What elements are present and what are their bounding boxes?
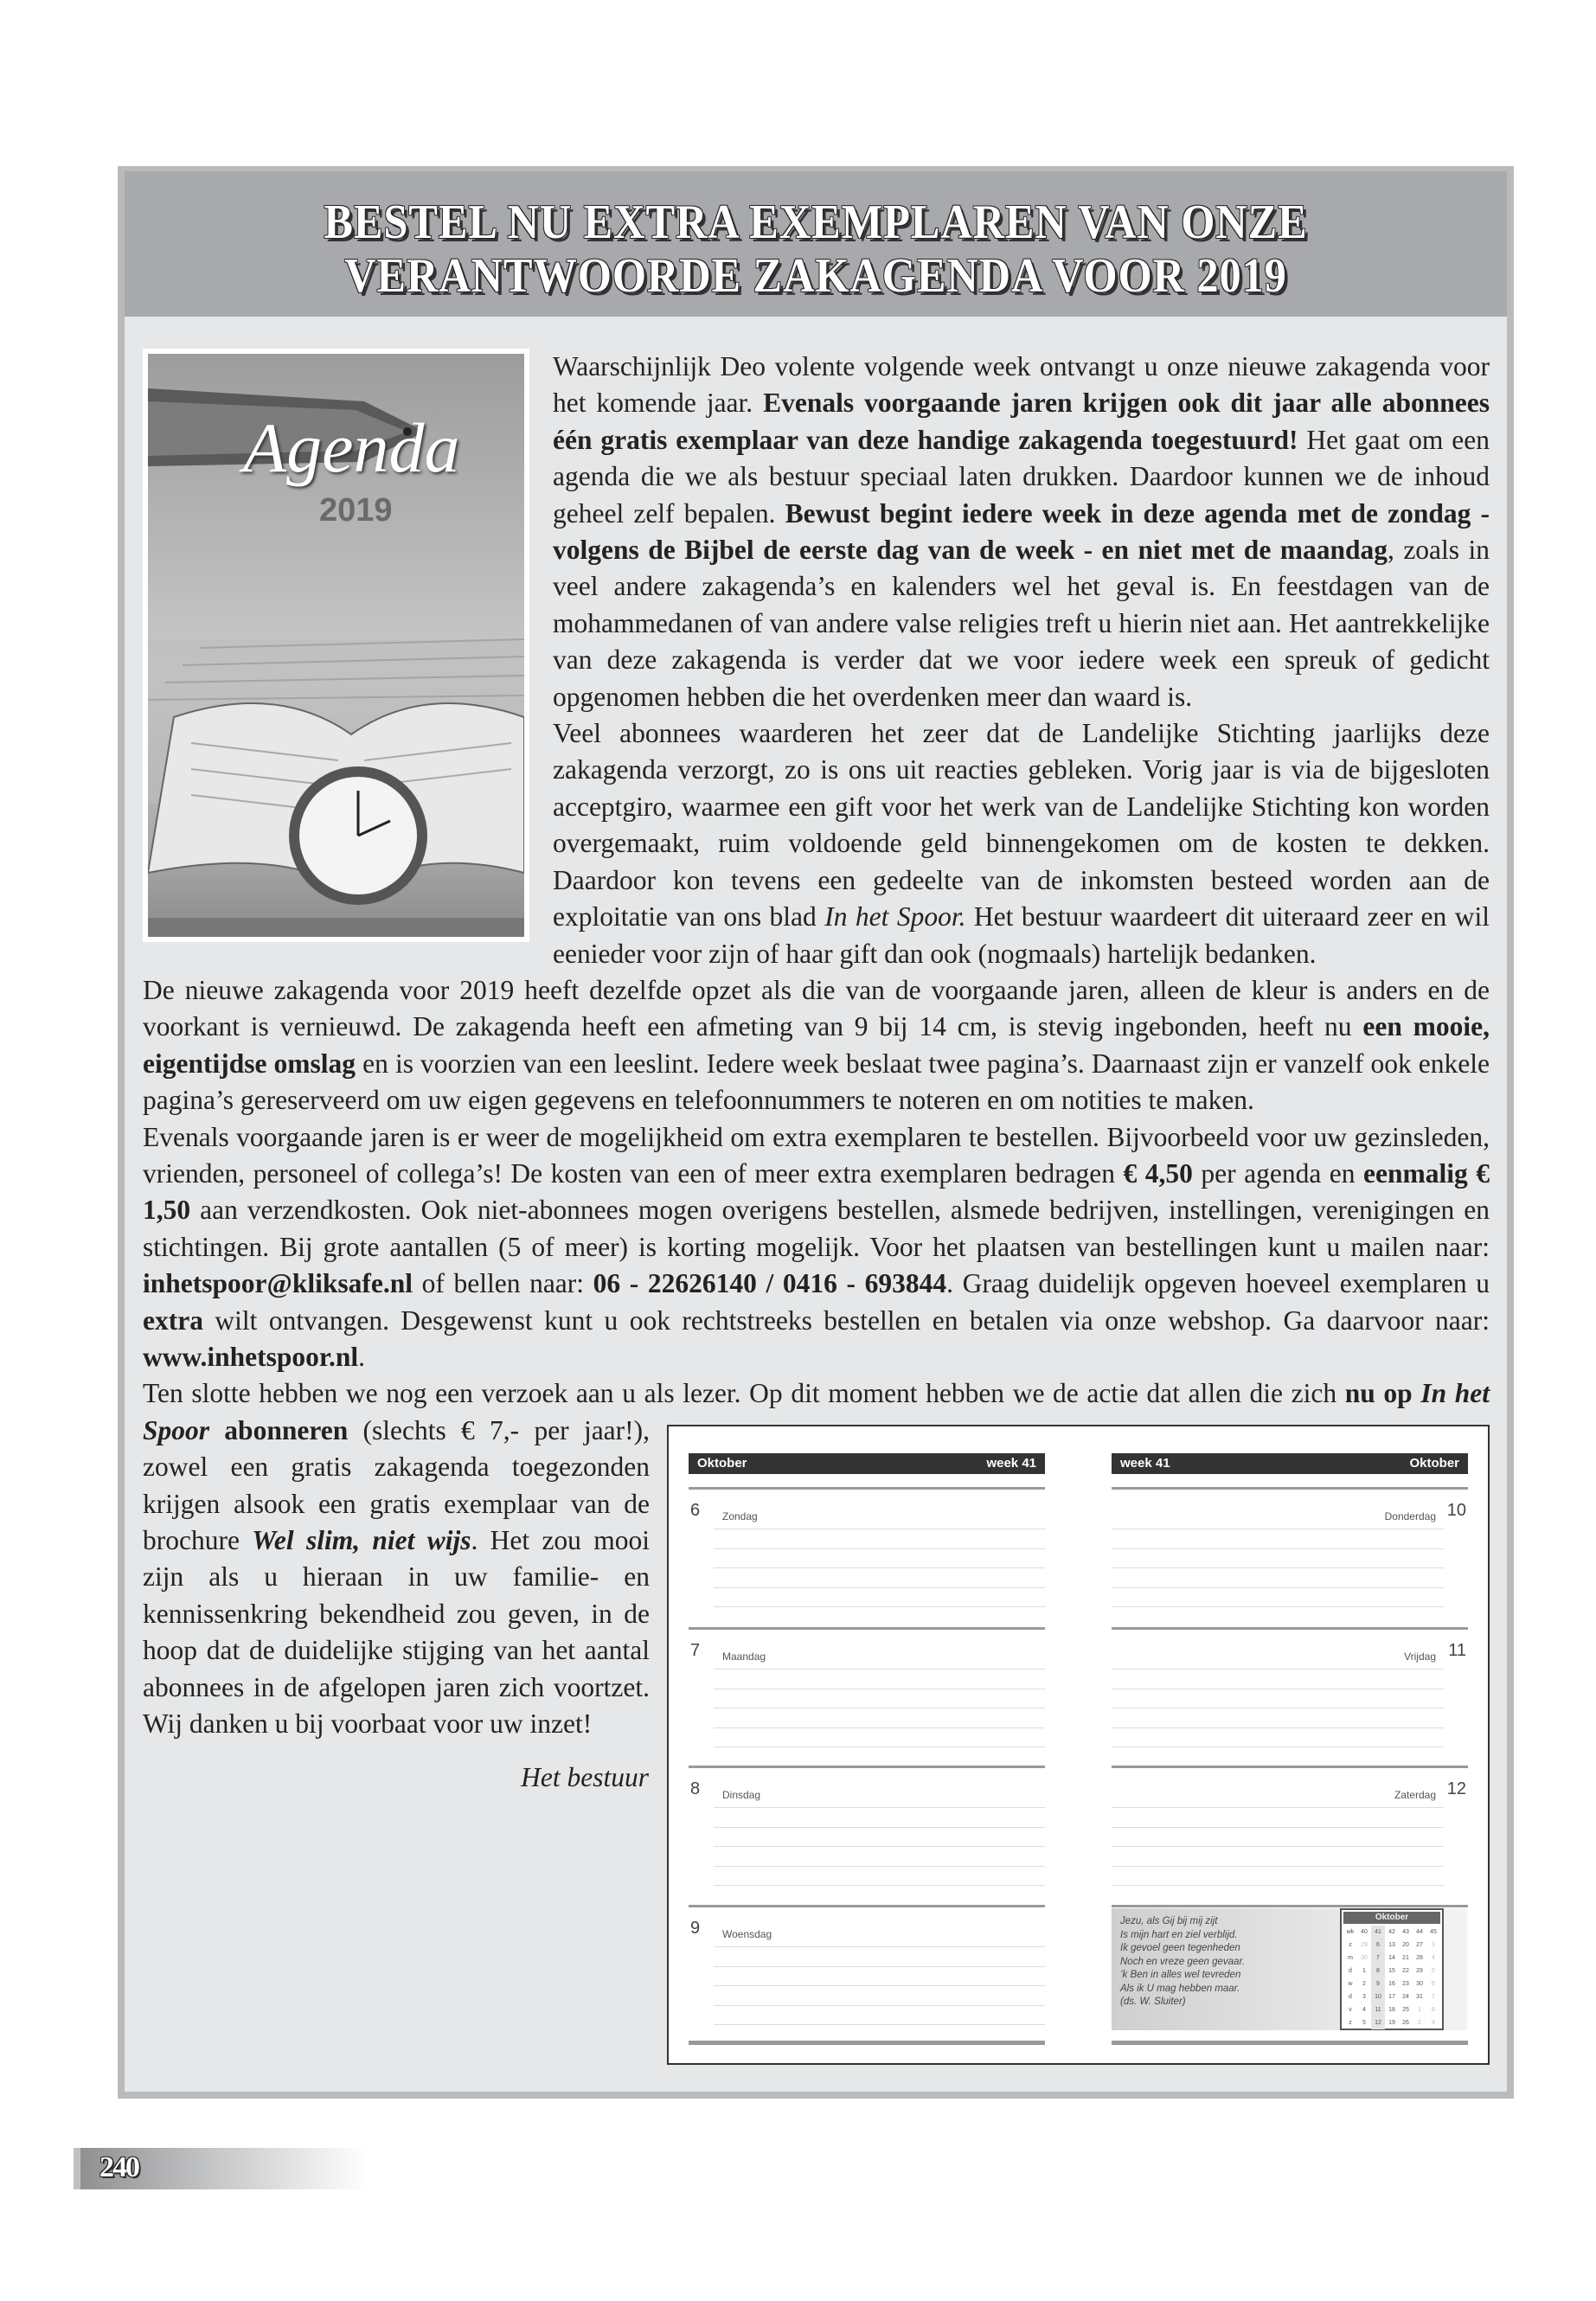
calendar-cell: 44: [1416, 1929, 1423, 1935]
text-run: (slechts € 7,- per jaar!), zowel een gratis zakagenda toegezonden krijgen alsook een gratis exemplaar van de brochure: [143, 1414, 650, 1555]
text-run: Bewust begint iedere week in deze agenda met de zondag - volgens de Bijbel de eerste dag van de week - en niet met de maandag: [553, 497, 1490, 566]
calendar-cell: 29: [1361, 1942, 1368, 1948]
calendar-cell: wk: [1346, 1929, 1355, 1935]
text-run: De nieuwe zakagenda voor 2019 heeft dezelfde opzet als die van de voorgaande jaren, alleen de kleur is anders en de voorkant is vernieuwd. De zakagenda heeft een afmeting van 9 bij 14 cm, is stevig ingebonden, heeft nu: [143, 974, 1490, 1042]
text-run: . Het zou mooi zijn als u hieraan in uw familie- en kennissenkring bekendheid zou geven, in de hoop dat de duidelijke stijging van het aantal abonnees in de afgelopen jaren zich voortzet. Wij danken u bij voorbaat voor uw inzet!: [143, 1525, 650, 1740]
writing-line: [714, 1885, 1045, 1886]
page-number: 240: [99, 2151, 138, 2183]
writing-line: [1112, 1548, 1444, 1549]
page-bottom-rule: [1112, 2041, 1468, 2045]
calendar-cell: 2: [1362, 1981, 1366, 1987]
calendar-cell: 1: [1418, 2007, 1421, 2013]
calendar-cell: 20: [1402, 1942, 1409, 1948]
day-name: Zondag: [722, 1510, 758, 1522]
calendar-cell: 9: [1371, 1977, 1385, 1990]
calendar-cell: 2: [1418, 2020, 1421, 2026]
calendar-cell: m: [1348, 1955, 1353, 1961]
day-separator: [1112, 1766, 1468, 1768]
day-name: Zaterdag: [1394, 1789, 1436, 1801]
text-run: Wel slim, niet wijs: [252, 1525, 471, 1555]
mini-calendar-grid: [1342, 1926, 1442, 2029]
day-number: 6: [690, 1501, 701, 1520]
day-number: 8: [690, 1779, 701, 1798]
day-name: Donderdag: [1384, 1510, 1436, 1522]
article-paragraph: [143, 1119, 1490, 1376]
writing-line: [714, 1846, 1045, 1847]
calendar-cell: 5: [1362, 2020, 1366, 2026]
writing-line: [714, 1985, 1045, 1986]
calendar-cell: 16: [1388, 1981, 1395, 1987]
calendar-cell: 13: [1388, 1942, 1395, 1948]
writing-line: [714, 2005, 1045, 2006]
writing-line: [1112, 1727, 1444, 1728]
day-separator: [1112, 1627, 1468, 1630]
calendar-cell: 6: [1371, 1939, 1385, 1952]
cover-year: 2019: [319, 492, 393, 529]
writing-line: [1112, 1606, 1444, 1607]
mini-calendar: [1340, 1908, 1444, 2030]
text-run: Evenals voorgaande jaren is er weer de mogelijkheid om extra exemplaren te bestellen. Bijvoorbeeld voor uw gezinsleden, vrienden, personeel of collega’s! De kosten van een of meer extra exemplaren bedragen: [143, 1121, 1490, 1189]
calendar-cell: 29: [1416, 1968, 1423, 1974]
writing-line: [714, 1669, 1045, 1670]
calendar-cell: 17: [1388, 1994, 1395, 2000]
calendar-cell: 27: [1416, 1942, 1423, 1948]
writing-line: [1112, 1846, 1444, 1847]
calendar-cell: 19: [1388, 2020, 1395, 2026]
text-run: Waarschijnlijk Deo volente volgende week ontvangt u onze nieuwe zakagenda voor het komende jaar.: [553, 351, 1490, 419]
day-name: Vrijdag: [1404, 1650, 1436, 1663]
writing-line: [714, 1567, 1045, 1568]
text-run: € 4,50: [1123, 1157, 1193, 1189]
calendar-cell: 3: [1432, 1942, 1435, 1948]
calendar-cell: 43: [1402, 1929, 1409, 1935]
text-run: Evenals voorgaande jaren krijgen ook dit jaar alle abonnees één gratis exemplaar van deze handige zakagenda toegestuurd!: [553, 388, 1490, 455]
calendar-cell: 14: [1388, 1955, 1395, 1961]
text-run: aan verzendkosten. Ook niet-abonnees mogen overigens bestellen, alsmede bedrijven, instellingen, verenigingen en stichtingen. Bij grote aantallen (5 of meer) is korting mogelijk. Voor het plaatsen van bestellingen kunt u mailen naar:: [143, 1195, 1490, 1262]
calendar-cell: 23: [1402, 1981, 1409, 1987]
day-number: 7: [690, 1641, 701, 1660]
writing-line: [714, 1727, 1045, 1728]
day-number: 10: [1446, 1501, 1466, 1520]
text-run: nu op: [1344, 1378, 1421, 1409]
text-run: Veel abonnees waarderen het zeer dat de Landelijke Stichting jaarlijks deze zakagenda verzorgt, zo is ons uit reacties gebleken. Vorig jaar is via de bijgesloten acceptgiro, waarmee een gift voor het werk van de Landelijke Stichting kon worden overgemaakt, ruim voldoende geld binnengekomen om de kosten te dekken. Daardoor kon tevens een gedeelte van de inkomsten besteed worden aan de exploitatie van ons blad: [553, 718, 1490, 933]
day-name: Maandag: [722, 1650, 766, 1663]
day-separator: [1112, 1905, 1468, 1907]
calendar-cell: 40: [1361, 1929, 1368, 1935]
text-run: In het Spoor: [143, 1378, 1490, 1445]
calendar-cell: 4: [1362, 2007, 1366, 2013]
header-month: Oktober: [697, 1456, 747, 1471]
article-paragraph: [143, 972, 1490, 1119]
text-run: .: [358, 1341, 366, 1372]
calendar-cell: 21: [1402, 1955, 1409, 1961]
text-run: abonneren: [209, 1414, 349, 1445]
page-number-tab: [74, 2148, 368, 2189]
text-run: Het gaat om een agenda die we als bestuur speciaal laten drukken. Daardoor kunnen we de inhoud geheel zelf bepalen.: [553, 424, 1490, 529]
writing-line: [1112, 1669, 1444, 1670]
weekly-quote: Jezu, als Gij bij mij zijt Is mijn hart en ziel verblijd. Ik gevoel geen tegenheden Noch en vreze geen gevaar. ’k Ben in alles wel tevreden Als ik U mag hebben maar. (ds. W. Sluiter): [1120, 1916, 1246, 2007]
calendar-cell: 26: [1402, 2020, 1409, 2026]
writing-line: [714, 1548, 1045, 1549]
text-run: of bellen naar:: [413, 1268, 593, 1299]
text-run: Het bestuur waardeert dit uiteraard zeer en wil eenieder voor zijn of haar gift dan ook (nogmaals) hartelijk bedanken.: [553, 901, 1490, 969]
writing-line: [714, 1866, 1045, 1867]
article-body: [143, 349, 1490, 2070]
calendar-cell: 9: [1432, 2020, 1435, 2026]
calendar-cell: 7: [1371, 1952, 1385, 1965]
writing-line: [714, 1807, 1045, 1808]
day-name: Dinsdag: [722, 1789, 761, 1801]
title-banner: [125, 171, 1507, 317]
calendar-cell: 28: [1416, 1955, 1423, 1961]
calendar-cell: z: [1349, 1942, 1352, 1948]
calendar-cell: v: [1349, 2007, 1352, 2013]
page-bottom-rule: [689, 2041, 1045, 2045]
calendar-cell: 3: [1362, 1994, 1366, 2000]
right-page-header: [1112, 1453, 1468, 1474]
header-month: Oktober: [1409, 1456, 1459, 1471]
day-number: 9: [690, 1919, 701, 1938]
text-run: inhetspoor@kliksafe.nl: [143, 1268, 413, 1299]
signature: Het bestuur: [521, 1762, 649, 1793]
writing-line: [714, 1587, 1045, 1588]
calendar-cell: 5: [1432, 1968, 1435, 1974]
day-separator: [1112, 1487, 1468, 1490]
calendar-cell: 22: [1402, 1968, 1409, 1974]
calendar-cell: 12: [1371, 2016, 1385, 2029]
calendar-cell: 30: [1361, 1955, 1368, 1961]
writing-line: [1112, 1567, 1444, 1568]
header-week: week 41: [986, 1456, 1036, 1471]
cover-script-title: Agenda: [243, 408, 460, 487]
calendar-cell: 15: [1388, 1968, 1395, 1974]
calendar-cell: 25: [1402, 2007, 1409, 2013]
calendar-cell: 1: [1362, 1968, 1366, 1974]
writing-line: [1112, 1587, 1444, 1588]
text-run: , zoals in veel andere zakagenda’s en kalenders wel het geval is. En feestdagen van de mohammedanen of van andere valse religies treft u hierin niet aan. Het aantrekkelijke van deze zakagenda is verder dat we voor iedere week een spreuk of gedicht opgenomen hebben die het overdenken meer dan waard is.: [553, 535, 1490, 712]
calendar-cell: 7: [1432, 1994, 1435, 2000]
header-week: week 41: [1120, 1456, 1170, 1471]
calendar-cell: w: [1348, 1981, 1353, 1987]
calendar-cell: 8: [1432, 2007, 1435, 2013]
calendar-cell: 42: [1388, 1929, 1395, 1935]
text-run: 06 - 22626140 / 0416 - 693844: [593, 1268, 947, 1299]
mini-calendar-month: Oktober: [1343, 1912, 1440, 1924]
text-run: . Graag duidelijk opgeven hoeveel exemplaren u: [946, 1268, 1490, 1299]
calendar-cell: 41: [1371, 1926, 1385, 1939]
title-line-2: VERANTWOORDE ZAKAGENDA VOOR 2019: [344, 249, 1287, 303]
writing-line: [1112, 1885, 1444, 1886]
day-number: 12: [1446, 1779, 1466, 1798]
calendar-cell: 45: [1430, 1929, 1437, 1935]
text-run: per agenda en: [1192, 1157, 1364, 1189]
agenda-sample-image: [667, 1425, 1490, 2065]
calendar-cell: 18: [1388, 2007, 1395, 2013]
day-name: Woensdag: [722, 1928, 772, 1940]
writing-line: [714, 1827, 1045, 1828]
writing-line: [1112, 1866, 1444, 1867]
day-separator: [689, 1487, 1045, 1490]
writing-line: [1112, 1807, 1444, 1808]
calendar-cell: 31: [1416, 1994, 1423, 2000]
text-run: eenmalig € 1,50: [143, 1157, 1490, 1226]
text-run: een mooie, eigentijdse omslag: [143, 1011, 1490, 1079]
day-separator: [689, 1905, 1045, 1907]
calendar-cell: 24: [1402, 1994, 1409, 2000]
text-run: www.inhetspoor.nl: [143, 1341, 359, 1372]
text-run: In het Spoor.: [824, 901, 966, 933]
writing-line: [714, 2024, 1045, 2025]
day-separator: [689, 1627, 1045, 1630]
calendar-cell: 8: [1371, 1965, 1385, 1977]
calendar-cell: d: [1349, 1994, 1352, 2000]
writing-line: [714, 1966, 1045, 1967]
article-box: [118, 166, 1514, 2099]
calendar-cell: 11: [1371, 2003, 1385, 2016]
calendar-cell: d: [1349, 1968, 1352, 1974]
writing-line: [714, 1946, 1045, 1947]
writing-line: [714, 1606, 1045, 1607]
agenda-cover-image: [143, 349, 529, 942]
calendar-cell: 30: [1416, 1981, 1423, 1987]
day-separator: [689, 1766, 1045, 1768]
calendar-cell: z: [1349, 2020, 1352, 2026]
weekly-quote-box: [1112, 1908, 1467, 2030]
text-run: wilt ontvangen. Desgewenst kunt u ook rechtstreeks bestellen en betalen via onze webshop. Ga daarvoor naar:: [202, 1304, 1490, 1336]
calendar-cell: 6: [1432, 1981, 1435, 1987]
text-run: Ten slotte hebben we nog een verzoek aan u als lezer. Op dit moment hebben we de actie dat allen die zich: [143, 1378, 1345, 1409]
title-line-1: BESTEL NU EXTRA EXEMPLAREN VAN ONZE: [324, 195, 1308, 249]
calendar-cell: 4: [1432, 1955, 1435, 1961]
text-run: extra: [143, 1304, 203, 1336]
calendar-cell: 10: [1371, 1990, 1385, 2003]
writing-line: [1112, 1827, 1444, 1828]
day-number: 11: [1448, 1641, 1466, 1660]
text-run: en is voorzien van een leeslint. Iedere week beslaat twee pagina’s. Daarnaast zijn er vanzelf ook enkele pagina’s gereserveerd om uw eigen gegevens en telefoonnummers te noteren en om notities te maken.: [143, 1048, 1490, 1116]
left-page-header: [689, 1453, 1045, 1474]
